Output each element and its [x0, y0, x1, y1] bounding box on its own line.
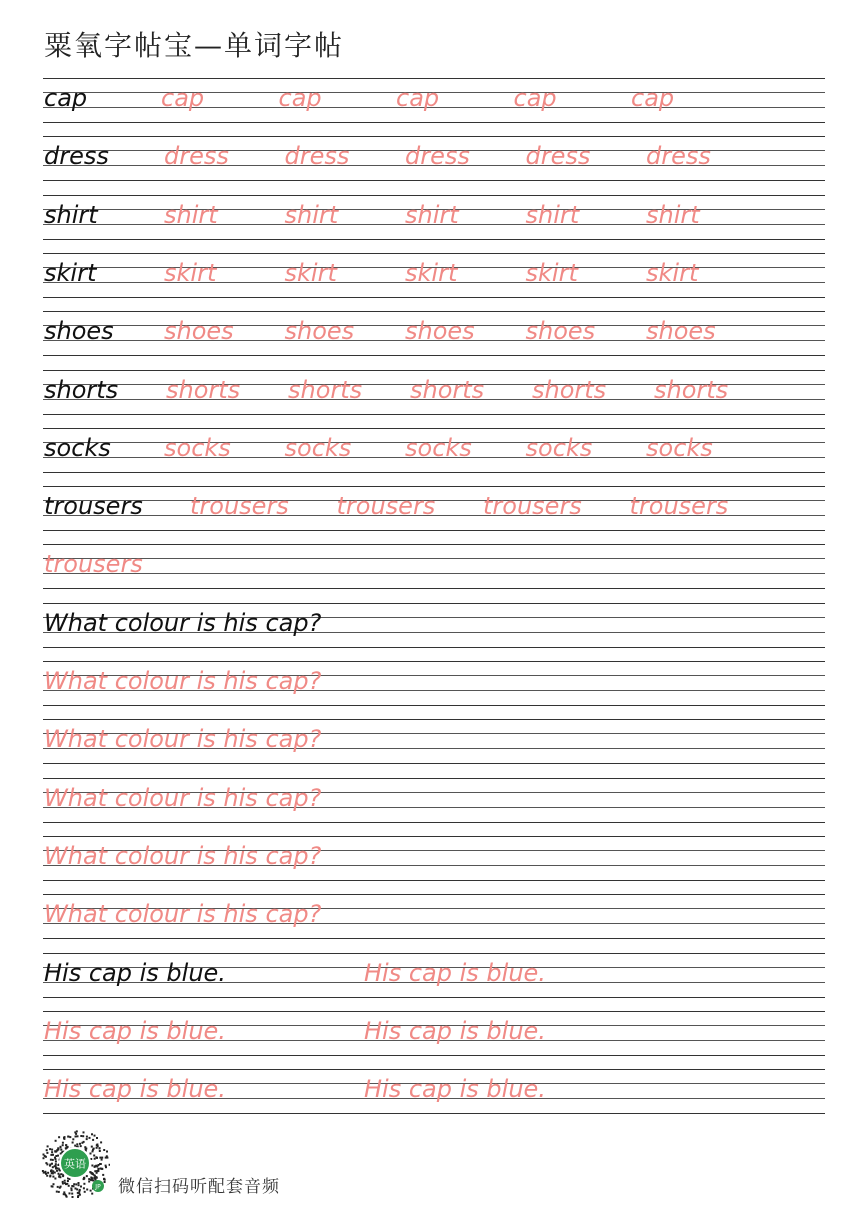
practice-row — [0, 661, 868, 705]
ruled-line — [43, 180, 825, 181]
trace-word: shoes — [284, 317, 355, 346]
ruled-line — [43, 647, 825, 648]
trace-word: shorts — [654, 375, 729, 404]
ruled-line — [43, 311, 825, 312]
trace-word: trousers — [629, 492, 729, 521]
practice-row — [0, 603, 868, 647]
trace-word: shorts — [166, 375, 241, 404]
practice-row — [0, 1069, 868, 1113]
trace-word: dress — [646, 142, 711, 171]
model-word: shorts — [44, 375, 119, 404]
model-word: shoes — [44, 317, 114, 346]
trace-word: skirt — [164, 258, 217, 287]
ruled-line — [43, 894, 825, 895]
trace-word: skirt — [646, 258, 699, 287]
trace-word: What colour is his cap? — [44, 900, 322, 929]
trace-word: dress — [284, 142, 350, 171]
model-word: socks — [44, 433, 111, 462]
ruled-line — [43, 573, 825, 574]
trace-word: skirt — [284, 258, 337, 287]
qr-badge-label: 英语 — [64, 1157, 86, 1171]
ruled-line — [43, 136, 825, 137]
practice-row — [0, 136, 868, 180]
trace-word: shirt — [284, 200, 339, 229]
practice-row — [0, 370, 868, 414]
practice-row — [0, 428, 868, 472]
practice-row — [0, 544, 868, 588]
ruled-line — [43, 558, 825, 559]
model-word: cap — [44, 84, 88, 112]
trace-word: skirt — [525, 258, 578, 287]
trace-word: shirt — [646, 200, 700, 229]
ruled-line — [43, 880, 825, 881]
ruled-line — [43, 428, 825, 429]
model-word: skirt — [44, 258, 97, 287]
trace-word: cap — [278, 84, 322, 112]
ruled-line — [43, 705, 825, 706]
model-word: His cap is blue. — [44, 958, 226, 987]
ruled-line — [43, 370, 825, 371]
model-word: dress — [44, 142, 109, 171]
trace-word: trousers — [336, 492, 436, 521]
ruled-line — [43, 1011, 825, 1012]
trace-word: socks — [525, 433, 593, 462]
ruled-line — [43, 297, 825, 298]
trace-word: socks — [646, 433, 713, 462]
trace-word: socks — [284, 433, 352, 462]
trace-word: What colour is his cap? — [44, 725, 322, 754]
trace-word: shirt — [164, 200, 218, 229]
trace-word: His cap is blue. — [44, 1016, 226, 1045]
ruled-line — [43, 997, 825, 998]
ruled-line — [43, 239, 825, 240]
ruled-line — [43, 588, 825, 589]
ruled-line — [43, 1113, 825, 1114]
trace-word: dress — [405, 142, 470, 171]
ruled-line — [43, 355, 825, 356]
trace-word: shirt — [405, 200, 459, 229]
practice-row — [0, 836, 868, 880]
practice-row — [0, 486, 868, 530]
ruled-line — [43, 530, 825, 531]
trace-word: cap — [631, 84, 675, 112]
model-word: shirt — [44, 200, 98, 229]
trace-word: What colour is his cap? — [44, 841, 322, 870]
model-word: trousers — [44, 492, 143, 521]
trace-word: trousers — [44, 550, 143, 579]
qr-code-icon[interactable] — [40, 1128, 110, 1198]
ruled-line — [43, 778, 825, 779]
trace-word: trousers — [483, 492, 582, 521]
trace-word: dress — [164, 142, 229, 171]
trace-word: skirt — [405, 258, 458, 287]
trace-word: shoes — [405, 317, 475, 346]
trace-word: His cap is blue. — [364, 1016, 546, 1045]
trace-word: cap — [396, 84, 440, 112]
ruled-line — [43, 603, 825, 604]
trace-word: What colour is his cap? — [44, 783, 322, 812]
trace-word: dress — [525, 142, 591, 171]
trace-word: His cap is blue. — [44, 1075, 226, 1104]
model-word: What colour is his cap? — [44, 608, 322, 637]
ruled-line — [43, 836, 825, 837]
ruled-line — [43, 822, 825, 823]
footer — [40, 1126, 440, 1198]
trace-word: socks — [164, 433, 231, 462]
trace-word: His cap is blue. — [364, 958, 546, 987]
ruled-line — [43, 661, 825, 662]
practice-row — [0, 894, 868, 938]
ruled-line — [43, 472, 825, 473]
trace-word: socks — [405, 433, 472, 462]
page-title: 粟氧字帖宝—单词字帖 — [44, 29, 345, 62]
ruled-line — [43, 953, 825, 954]
ruled-line — [43, 78, 825, 79]
ruled-line — [43, 544, 825, 545]
ruled-line — [43, 938, 825, 939]
practice-row — [0, 1011, 868, 1055]
ruled-line — [43, 1069, 825, 1070]
trace-word: shorts — [410, 375, 485, 404]
trace-word: shorts — [288, 375, 363, 404]
ruled-line — [43, 1055, 825, 1056]
trace-word: cap — [513, 84, 557, 112]
ruled-line — [43, 253, 825, 254]
ruled-line — [43, 486, 825, 487]
ruled-line — [43, 122, 825, 123]
trace-word: shoes — [164, 317, 234, 346]
trace-word: shoes — [525, 317, 596, 346]
ruled-line — [43, 195, 825, 196]
trace-word: cap — [161, 84, 205, 112]
trace-word: trousers — [190, 492, 289, 521]
practice-row — [0, 253, 868, 297]
trace-word: shorts — [532, 375, 607, 404]
trace-word: His cap is blue. — [364, 1075, 546, 1104]
trace-word: What colour is his cap? — [44, 667, 322, 695]
ruled-line — [43, 719, 825, 720]
ruled-line — [43, 763, 825, 764]
trace-word: shirt — [525, 200, 580, 229]
qr-corner-label: JP — [95, 1183, 101, 1191]
ruled-line — [43, 414, 825, 415]
practice-row — [0, 78, 868, 122]
trace-word: shoes — [646, 317, 716, 346]
practice-row — [0, 953, 868, 997]
practice-row — [0, 311, 868, 355]
footer-caption: 微信扫码听配套音频 — [118, 1177, 280, 1197]
practice-row — [0, 719, 868, 763]
practice-row — [0, 778, 868, 822]
practice-row — [0, 195, 868, 239]
